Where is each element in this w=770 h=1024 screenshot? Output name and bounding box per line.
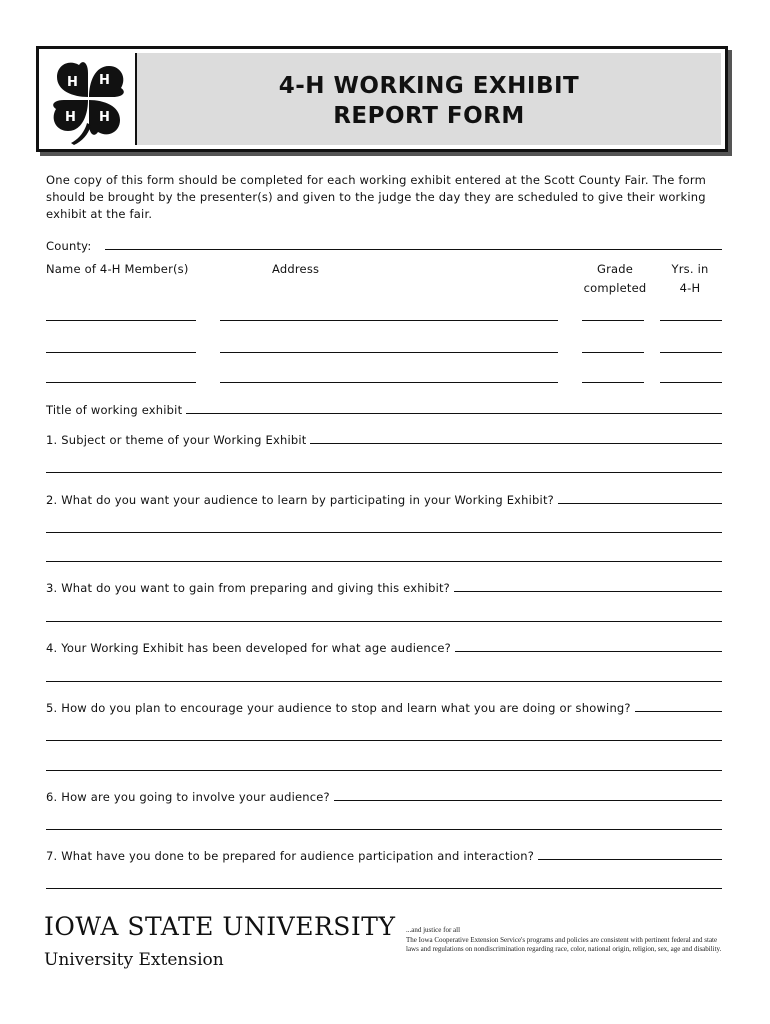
question-3-row (46, 578, 722, 595)
university-extension-label: University Extension (44, 950, 224, 970)
col-grade-header (580, 261, 650, 297)
member-name-field[interactable] (46, 352, 196, 353)
member-address-field[interactable] (220, 382, 558, 383)
col-address-header: Address (272, 262, 320, 276)
col-yrs-line2: 4-H (679, 281, 701, 295)
exhibit-title-row (46, 400, 722, 417)
question-4-field[interactable] (455, 651, 722, 652)
col-grade-line2: completed (583, 281, 647, 295)
county-field[interactable] (105, 249, 722, 250)
header-shadow-bottom (40, 152, 732, 156)
question-7-label: 7. What have you done to be prepared for audience participation and interaction? (46, 849, 535, 863)
question-6-row (46, 787, 722, 804)
form-title-line2: REPORT FORM (333, 103, 525, 129)
clover-letter-h1: H (67, 75, 78, 90)
col-yrs-header (658, 261, 722, 297)
question-7-row (46, 846, 722, 863)
question-5-answer-line[interactable] (46, 770, 722, 771)
header-shadow-right (728, 50, 732, 156)
member-grade-field[interactable] (582, 320, 644, 321)
question-3-label: 3. What do you want to gain from preparing and giving this exhibit? (46, 581, 450, 595)
question-4-answer-line[interactable] (46, 681, 722, 682)
county-row (46, 236, 722, 253)
member-years-field[interactable] (660, 382, 722, 383)
question-3-answer-line[interactable] (46, 621, 722, 622)
county-label: County: (46, 239, 92, 253)
question-5-row (46, 698, 722, 715)
question-2-row (46, 490, 722, 507)
member-years-field[interactable] (660, 320, 722, 321)
question-6-field[interactable] (334, 800, 722, 801)
clover-letter-h3: H (65, 110, 76, 125)
university-wordmark: IOWA STATE UNIVERSITY (44, 912, 396, 941)
member-grade-field[interactable] (582, 382, 644, 383)
question-6-label: 6. How are you going to involve your audience? (46, 790, 330, 804)
member-name-field[interactable] (46, 320, 196, 321)
clover-letter-h2: H (99, 73, 110, 88)
title-box (135, 53, 721, 145)
question-2-field[interactable] (558, 503, 722, 504)
exhibit-title-label: Title of working exhibit (46, 403, 183, 417)
exhibit-title-field[interactable] (186, 413, 722, 414)
question-1-answer-line[interactable] (46, 472, 722, 473)
question-6-answer-line[interactable] (46, 829, 722, 830)
question-1-label: 1. Subject or theme of your Working Exhibit (46, 433, 307, 447)
col-yrs-line1: Yrs. in (671, 262, 709, 276)
form-header (36, 46, 728, 152)
question-5-field[interactable] (635, 711, 722, 712)
question-7-field[interactable] (538, 859, 722, 860)
question-1-row (46, 430, 722, 447)
member-address-field[interactable] (220, 352, 558, 353)
nondiscrimination-statement: The Iowa Cooperative Extension Service's programs and policies are consistent with pertinent federal and state laws and regulations on nondiscrimination regarding race, color, national origin, religion, sex, age and disability. (406, 936, 722, 953)
col-grade-line1: Grade (596, 262, 634, 276)
question-5-label: 5. How do you plan to encourage your audience to stop and learn what you are doing or showing? (46, 701, 631, 715)
member-name-field[interactable] (46, 382, 196, 383)
question-2-answer-line[interactable] (46, 532, 722, 533)
member-grade-field[interactable] (582, 352, 644, 353)
form-title-line1: 4-H WORKING EXHIBIT (278, 73, 580, 99)
four-leaf-clover-icon (43, 53, 133, 145)
clover-letter-h4: H (99, 110, 110, 125)
question-2-label: 2. What do you want your audience to learn by participating in your Working Exhibit? (46, 493, 554, 507)
question-7-answer-line[interactable] (46, 888, 722, 889)
intro-paragraph: One copy of this form should be completed for each working exhibit entered at the Scott County Fair. The form should be brought by the presenter(s) and given to the judge the day they are scheduled to give their working exhibit at the fair. (46, 173, 707, 221)
question-1-field[interactable] (310, 443, 722, 444)
question-4-row (46, 638, 722, 655)
question-3-field[interactable] (454, 591, 722, 592)
question-4-label: 4. Your Working Exhibit has been developed for what age audience? (46, 641, 451, 655)
member-years-field[interactable] (660, 352, 722, 353)
justice-line: ...and justice for all (406, 926, 461, 934)
col-name-header: Name of 4-H Member(s) (46, 262, 189, 276)
member-address-field[interactable] (220, 320, 558, 321)
question-5-answer-line[interactable] (46, 740, 722, 741)
question-2-answer-line[interactable] (46, 561, 722, 562)
